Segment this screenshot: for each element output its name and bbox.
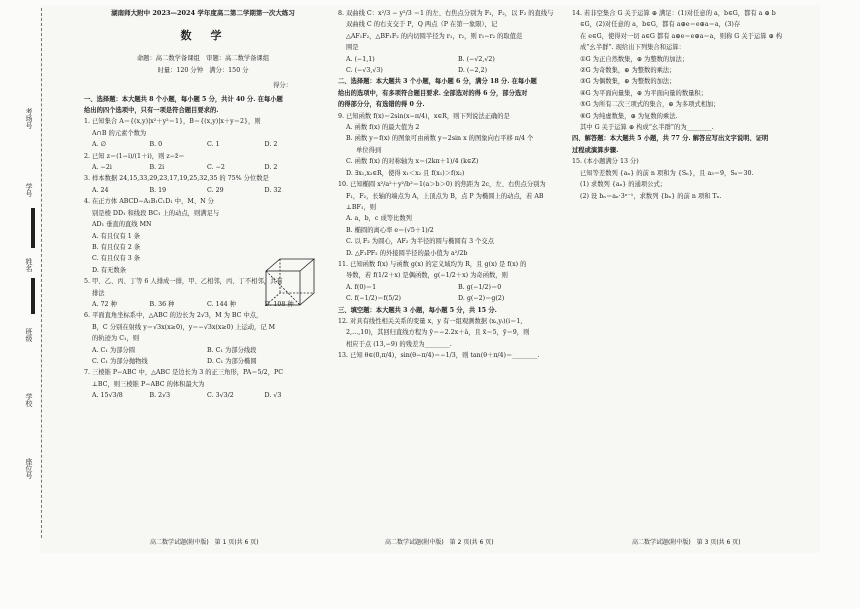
question-text: 12. 对具有线性相关关系的变量 x，y 有一组观测数据 (xᵢ,yᵢ)(i＝1, <box>338 317 523 325</box>
page-footer: 高二数学试题(附中版) 第 2 页(共 6 页) <box>385 539 494 546</box>
option: C. 以 F₂ 为圆心，AF₂ 为半径的圆与椭圆有 3 个交点 <box>346 238 494 246</box>
option: B. 36 种 <box>149 300 175 308</box>
options-q1 <box>84 139 322 150</box>
option: D. 2 <box>264 141 278 149</box>
section-heading: 二、选择题：本大题共 3 个小题，每小题 6 分，满分 18 分. 在每小题 <box>338 78 537 86</box>
question-text: 的轨迹为 C₁，则 <box>92 335 140 343</box>
option: C. f(−1/2)＝f(5/2) <box>346 295 401 303</box>
cube-edges <box>266 259 314 305</box>
option: A. 有且仅有 1 条 <box>92 232 141 240</box>
question-text: ⊥BC，则三棱锥 P−ABC 的体积最大为 <box>92 380 205 388</box>
option: C. 3√3/2 <box>207 392 234 400</box>
question-text: 2. 已知 z＝(1−i)/(1＋i)，则 z−z̄＝ <box>84 152 185 160</box>
option: A. 函数 f(x) 的最大值为 2 <box>346 124 420 132</box>
question-text: 排法 <box>92 289 105 297</box>
section-heading: 过程或演算步骤. <box>572 146 619 154</box>
question-text: 9. 已知函数 f(x)＝2sin(x−π/4)，x∈R，则下列说法正确的是 <box>338 112 510 120</box>
question-text: 其中 G 关于运算 ⊕ 构成“幺半群”的为________. <box>580 124 714 132</box>
options-q3 <box>84 185 322 196</box>
option: D. ∃x₁,x₂∈R，使得 x₁＜x₂ 且 f(x₁)＞f(x₂) <box>346 169 465 177</box>
column-page-3 <box>572 8 812 202</box>
question-text: 别是棱 DD₁ 和线段 BC₁ 上的动点，则满足与 <box>92 209 220 217</box>
section-heading: 一、选择题：本大题共 8 个小题，每小题 5 分，共计 40 分. 在每小题 <box>84 95 283 103</box>
question-text: 11. 已知函数 f(x) 与函数 g(x) 的定义域均为 R，且 g(x) 是 f(x) 的 <box>338 260 527 268</box>
question-text: △AF₁F₂，△BF₁F₂ 的内切圆半径为 r₁，r₂，则 r₁−r₂ 的取值范 <box>346 32 523 40</box>
cube-figure <box>262 255 318 311</box>
question-text: 1. 已知集合 A＝{(x,y)|x²＋y²＝1}，B＝{(x,y)|x＋y＝2}，则 <box>84 118 261 126</box>
option: C. 有且仅有 3 条 <box>92 255 141 263</box>
section-heading: 三、填空题：本大题共 3 小题，每小题 5 分，共 15 分. <box>338 306 497 314</box>
question-text: 双曲线 C 的右支交于 P，Q 两点（P 在第一象限），记 <box>346 21 498 29</box>
options-q2 <box>84 162 322 173</box>
section-heading: 给出的选项中，有多项符合题目要求. 全部选对的得 6 分，部分选对 <box>338 89 528 97</box>
option: B. 2√3 <box>149 392 171 400</box>
option: C. 144 种 <box>207 300 236 308</box>
option: A. (−1,1) <box>346 55 375 63</box>
section-heading: 四、解答题：本大题共 5 小题，共 77 分. 解答应写出文字说明、证明 <box>572 135 769 143</box>
option: B. 0 <box>149 141 163 149</box>
question-text: 围是 <box>346 44 359 52</box>
list-item: ⑥G 为纯虚数集，⊕ 为复数的乘法. <box>580 112 678 120</box>
question-text: 14. 若非空集合 G 关于运算 ⊕ 满足：(1)对任意的 a，b∈G，都有 a ⊕ b <box>572 10 776 17</box>
option: C. −2 <box>207 164 225 172</box>
option: A. C₁ 为部分圆 <box>92 346 136 354</box>
sidebar-label: 学校 <box>25 393 33 407</box>
question-text: 15. (本小题满分 13 分) <box>572 158 639 166</box>
option: A. 72 种 <box>92 300 117 308</box>
question-text: 4. 在正方体 ABCD−A₁B₁C₁D₁ 中，M、N 分 <box>84 198 214 206</box>
option: A. ∅ <box>92 141 107 149</box>
option: D. 有无数条 <box>92 266 127 274</box>
column-page-2 <box>338 8 570 362</box>
option: D. g(−2)＝g(2) <box>458 295 505 303</box>
question-text: B，C 分别在射线 y＝√3x(x≥0)，y＝−√3x(x≥0) 上运动，记 M <box>92 323 276 331</box>
question-text: F₁，F₂，长轴的端点为 A，上顶点为 B，点 P 为椭圆上的动点，若 AB <box>346 192 544 200</box>
question-text: A∩B 的元素个数为 <box>92 129 147 137</box>
sidebar-label: 学号 <box>25 183 33 197</box>
question-text: 3. 样本数据 24,15,33,29,23,17,19,25,32,35 的 75% 分位数是 <box>84 175 269 183</box>
page-footer: 高二数学试题(附中版) 第 3 页(共 6 页) <box>632 539 741 546</box>
option: B. 有且仅有 2 条 <box>92 243 141 251</box>
cut-line <box>41 8 42 538</box>
options-q8 <box>338 65 570 76</box>
option: A. a，b，c 成等比数列 <box>346 215 412 223</box>
list-item: ②G 为奇数集，⊕ 为整数的乘法； <box>580 67 676 75</box>
option: 单位得到 <box>356 146 382 154</box>
option: D. 108 种 <box>264 300 294 308</box>
option: D. △F₁PF₂ 的外接圆半径的最小值为 a²/2b <box>346 249 468 257</box>
options-q11 <box>338 293 570 304</box>
option: B. (−√2,√2) <box>458 55 495 63</box>
sidebar-label: 座位号 <box>25 458 33 479</box>
options-q7 <box>84 390 322 401</box>
question-text: 相应于点 (13,−9) 的残差为________. <box>346 340 452 348</box>
options-q11 <box>338 282 570 293</box>
question-text: 10. 已知椭圆 x²/a²＋y²/b²＝1(a＞b＞0) 的焦距为 2c，左、右焦点分别为 <box>338 181 546 189</box>
option: C. (−√3,√3) <box>346 67 383 75</box>
option: B. C₁ 为部分线段 <box>207 346 257 354</box>
option: B. g(−1/2)＝0 <box>458 283 502 291</box>
option: C. C₁ 为部分抛物线 <box>92 357 148 365</box>
seal-bar <box>31 208 35 248</box>
question-text: ∈G，(2)对任意的 a，b∈G，都有 a⊕e＝e⊕a＝a，(3)存 <box>580 21 741 29</box>
section-heading: 的得部分分，有选错的得 0 分. <box>338 101 425 109</box>
sidebar-label: 班级 <box>25 328 33 342</box>
question-text: 成“幺半群”. 现给出下列集合和运算： <box>580 44 685 52</box>
subject-title: 数 学 <box>180 29 226 43</box>
option: D. 2 <box>264 164 278 172</box>
sidebar-label: 姓名 <box>25 258 33 272</box>
score-label: 得分： <box>273 82 292 90</box>
option: B. 函数 y＝f(x) 的图象可由函数 y＝2sin x 的图象向右平移 π/4 个 <box>346 135 534 143</box>
page-footer: 高二数学试题(附中版) 第 1 页(共 6 页) <box>150 539 259 546</box>
question-text: AD₁ 垂直的直线 MN <box>92 221 152 229</box>
question-text: 6. 平面直角坐标系中，△ABC 的边长为 2√3，M 为 BC 中点， <box>84 312 263 320</box>
option: A. −2i <box>92 164 112 172</box>
option: A. 15√3/8 <box>92 392 123 400</box>
options-q8 <box>338 54 570 65</box>
list-item: ③G 为偶数集，⊕ 为整数的加法； <box>580 78 676 86</box>
list-item: ④G 为平面向量集，⊕ 为平面向量的数量积； <box>580 89 708 97</box>
question-text: ⊥BF₁，则 <box>346 203 377 211</box>
option: D. (−2,2) <box>458 67 488 75</box>
option: D. C₁ 为部分椭圆 <box>207 357 257 365</box>
option: B. 椭圆的离心率 e＝(√5＋1)/2 <box>346 226 434 234</box>
question-text: 7. 三棱锥 P−ABC 中，△ABC 是边长为 3 的正三角形，PA＝5/2，PC <box>84 369 284 377</box>
cube-diagonal <box>266 271 300 305</box>
time-score: 时量：120 分钟 满分：150 分 <box>157 66 249 74</box>
question-text: 在 e∈G，使得对一切 a∈G 都有 a⊕e＝e⊕a＝a，则称 G 关于运算 ⊕ 构 <box>580 32 783 40</box>
exam-title: 湖南师大附中 2023—2024 学年度高二第二学期第一次大练习 <box>111 9 295 17</box>
question-text: 5. 甲、乙、丙、丁等 6 人排成一排，甲、乙相邻，丙、丁不相邻，共有 <box>84 278 283 286</box>
option: D. √3 <box>264 392 282 400</box>
setters: 命题：高二数学备课组 审题：高二数学备课组 <box>136 55 270 63</box>
column-page-1 <box>84 8 322 402</box>
option: B. 19 <box>149 186 167 194</box>
options-q6 <box>84 345 322 356</box>
question-text: (1) 求数列 {aₙ} 的通项公式； <box>580 181 667 189</box>
option: C. 29 <box>207 186 224 194</box>
option: C. 1 <box>207 141 220 149</box>
question-text: 2,…,10)，其回归直线方程为 ŷ＝−2.2x＋â，且 x̄＝5，ȳ＝9，则 <box>346 329 530 337</box>
options-q6 <box>84 356 322 367</box>
option: D. 32 <box>264 186 282 194</box>
option: A. 24 <box>92 186 109 194</box>
binding-margin <box>22 8 58 538</box>
question-text: 已知等差数列 {aₙ} 的前 n 项和为 {Sₙ}，且 a₃＝9，S₆＝30. <box>580 169 754 177</box>
seal-bar <box>31 278 35 314</box>
list-item: ⑤G 为所有二次三项式的集合，⊕ 为多项式相加； <box>580 101 720 109</box>
question-text: (2) 设 bₙ＝aₙ·3ⁿ⁻¹，求数列 {bₙ} 的前 n 项和 Tₙ. <box>580 192 722 200</box>
option: B. 2i <box>149 164 165 172</box>
sidebar-label: 考场号 <box>25 108 33 129</box>
option: A. f(0)＝1 <box>346 283 377 291</box>
question-text: 13. 已知 θ∈(0,π/4)，sin(θ−π/4)＝−1/3，则 tan(θ＋π/4)＝________. <box>338 352 540 360</box>
option: C. 函数 f(x) 的对称轴为 x＝(2kπ＋1)/4 (k∈Z) <box>346 158 479 166</box>
cube-hidden-edges <box>266 259 314 305</box>
list-item: ①G 为正自然数集，⊕ 为整数的加法； <box>580 55 689 63</box>
section-heading: 给出的四个选项中，只有一项是符合题目要求的. <box>84 107 219 115</box>
question-text: 导数，若 f(1/2＋x) 是偶函数，g(−1/2＋x) 为奇函数，则 <box>346 272 508 280</box>
question-text: 8. 双曲线 C：x²/3 − y²/3 ＝1 的左、右焦点分别为 F₁，F₂，以 F₂ 的直线与 <box>338 10 554 17</box>
